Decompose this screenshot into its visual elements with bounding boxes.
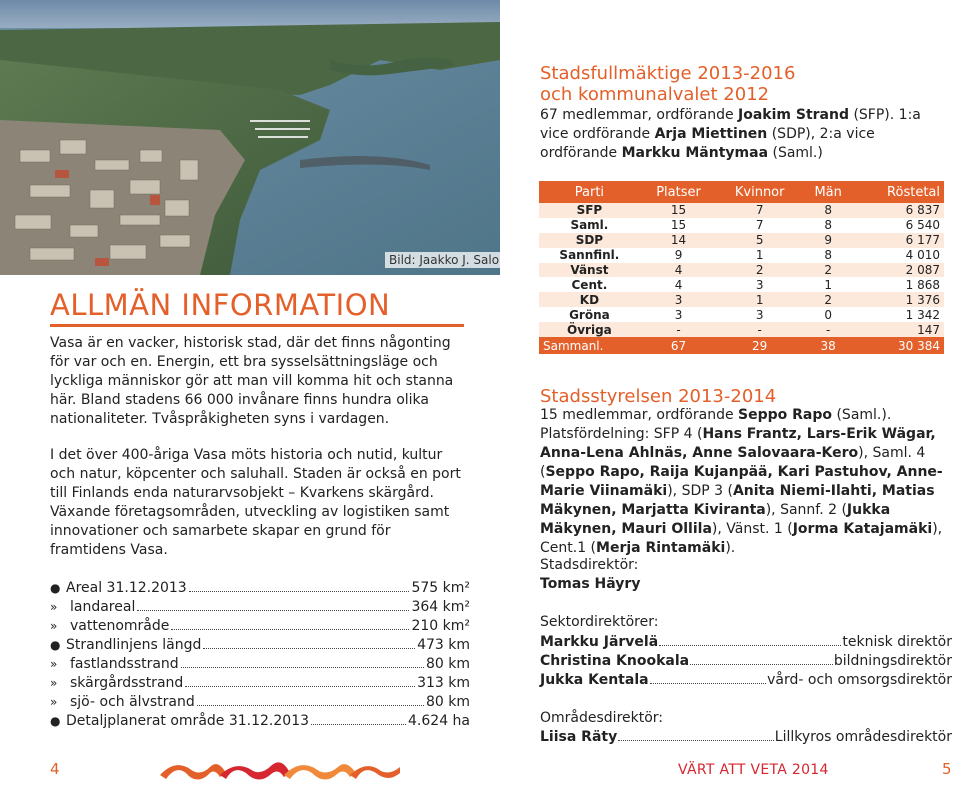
city-director-name: Tomas Häyry xyxy=(540,576,641,592)
party-cell: Sannfinl. xyxy=(539,248,640,263)
table-row xyxy=(539,292,944,307)
votes-cell: 2 087 xyxy=(854,263,944,278)
fact-label: Areal 31.12.2013 xyxy=(66,580,187,596)
bullet-icon: ● xyxy=(50,714,61,728)
fact-label: fastlandsstrand xyxy=(70,656,179,672)
director-row xyxy=(540,633,952,652)
women-cell: 29 xyxy=(717,337,802,354)
text-fragment: ), Saml. 4 ( xyxy=(540,445,926,480)
column-header: Parti xyxy=(539,181,640,203)
votes-cell: 4 010 xyxy=(854,248,944,263)
seats-cell: 15 xyxy=(640,218,717,233)
men-cell: - xyxy=(802,322,854,337)
leader-dots xyxy=(203,648,415,649)
chevron-right-icon: » xyxy=(50,657,58,671)
fact-item xyxy=(50,579,470,598)
fact-item xyxy=(50,655,470,674)
men-cell: 38 xyxy=(802,337,854,354)
women-cell: 7 xyxy=(717,203,802,218)
bullet-icon: ● xyxy=(50,581,61,595)
wave-logo-icon xyxy=(160,755,400,787)
leader-dots xyxy=(197,705,424,706)
director-role: vård- och omsorgsdirektör xyxy=(767,672,952,688)
leader-dots xyxy=(690,664,833,665)
women-cell: 3 xyxy=(717,277,802,292)
director-role: bildningsdirektör xyxy=(833,653,952,669)
leader-dots xyxy=(185,686,415,687)
seats-cell: 15 xyxy=(640,203,717,218)
sector-directors-label: Sektordirektörer: xyxy=(540,614,659,630)
fact-value: 473 km xyxy=(417,637,470,653)
men-cell: 8 xyxy=(802,218,854,233)
council-title-line2: och kommunalvalet 2012 xyxy=(540,84,770,105)
fact-label: Detaljplanerat område 31.12.2013 xyxy=(66,713,310,729)
vice-chair-1-name: Arja Miettinen xyxy=(654,126,768,142)
seats-cell: 3 xyxy=(640,292,717,307)
column-header: Män xyxy=(802,181,854,203)
table-row xyxy=(539,263,944,278)
votes-cell: 6 540 xyxy=(854,218,944,233)
member-names: Merja Rintamäki xyxy=(596,540,726,556)
votes-cell: 6 837 xyxy=(854,203,944,218)
party-cell: Cent. xyxy=(539,277,640,292)
area-director-label: Områdesdirektör: xyxy=(540,710,664,726)
fact-label: landareal xyxy=(70,599,136,615)
leader-dots xyxy=(659,645,841,646)
leader-dots xyxy=(650,683,767,684)
column-header: Röstetal xyxy=(854,181,944,203)
section-heading: ALLMÄN INFORMATION xyxy=(50,288,391,322)
leader-dots xyxy=(311,724,406,725)
party-cell: SDP xyxy=(539,233,640,248)
men-cell: 2 xyxy=(802,292,854,307)
party-cell: Övriga xyxy=(539,322,640,337)
fact-label: Strandlinjens längd xyxy=(66,637,202,653)
director-name: Christina Knookala xyxy=(540,653,690,669)
chevron-right-icon: » xyxy=(50,619,58,633)
women-cell: 1 xyxy=(717,292,802,307)
seats-cell: 3 xyxy=(640,307,717,322)
fact-value: 4.624 ha xyxy=(408,713,470,729)
text-fragment: ), Cent.1 ( xyxy=(540,521,943,556)
director-row xyxy=(540,671,952,690)
table-row xyxy=(539,248,944,263)
fact-value: 210 km² xyxy=(411,618,470,634)
party-cell: Vänst xyxy=(539,263,640,278)
council-title xyxy=(540,63,940,105)
column-header: Platser xyxy=(640,181,717,203)
text-fragment: ). xyxy=(725,540,736,556)
party-cell: KD xyxy=(539,292,640,307)
party-cell: SFP xyxy=(539,203,640,218)
member-names: Seppo Rapo xyxy=(738,407,833,423)
text-fragment: 67 medlemmar, ordförande xyxy=(540,107,739,123)
text-fragment: 15 medlemmar, ordförande xyxy=(540,407,739,423)
director-role: teknisk direktör xyxy=(842,634,952,650)
leader-dots xyxy=(181,667,424,668)
director-name: Markku Järvelä xyxy=(540,634,659,650)
seats-cell: 4 xyxy=(640,263,717,278)
text-fragment: ), Sannf. 2 ( xyxy=(765,502,847,518)
votes-cell: 1 868 xyxy=(854,277,944,292)
women-cell: 5 xyxy=(717,233,802,248)
votes-cell: 1 342 xyxy=(854,307,944,322)
facts-list xyxy=(50,579,470,731)
chevron-right-icon: » xyxy=(50,695,58,709)
city-director-label: Stadsdirektör: xyxy=(540,557,639,573)
board-title: Stadsstyrelsen 2013-2014 xyxy=(540,386,777,407)
director-row xyxy=(540,652,952,671)
leader-dots xyxy=(618,740,774,741)
heading-rule xyxy=(50,324,464,327)
men-cell: 0 xyxy=(802,307,854,322)
page-number-right: 5 xyxy=(942,760,952,778)
chair-name: Joakim Strand xyxy=(738,107,849,123)
men-cell: 2 xyxy=(802,263,854,278)
director-row xyxy=(540,728,952,747)
text-fragment: ), Vänst. 1 ( xyxy=(711,521,793,537)
member-names: Jukka Mäkynen, Mauri Ollila xyxy=(540,502,891,537)
text-fragment: (Saml.). Platsfördelning: SFP 4 ( xyxy=(540,407,892,442)
intro-paragraph: Vasa är en vacker, historisk stad, där det finns någonting för var och en. Energin, ett bra sysselsättningsläge och lyckliga människor gör att man vill komma hit och stanna här. Bland stadens 66 000 invånare finns hundra olika nationaliteter. Tvåspråkigheten syns i vardagen. xyxy=(50,335,454,427)
photo-credit: Bild: Jaakko J. Salo xyxy=(385,252,503,268)
fact-value: 80 km xyxy=(425,694,470,710)
men-cell: 1 xyxy=(802,277,854,292)
table-row xyxy=(539,218,944,233)
fact-item xyxy=(50,617,470,636)
seats-cell: 14 xyxy=(640,233,717,248)
party-cell: Sammanl. xyxy=(539,337,640,354)
fact-item xyxy=(50,598,470,617)
member-names: Seppo Rapo, Raija Kujanpää, Kari Pastuhov, Anne-Marie Viinamäki xyxy=(540,464,943,499)
member-names: Anita Niemi-Ilahti, Matias Mäkynen, Marjatta Kiviranta xyxy=(540,483,935,518)
aerial-photo xyxy=(0,0,500,275)
chevron-right-icon: » xyxy=(50,600,58,614)
text-fragment: (SDP), 2:a vice ordförande xyxy=(540,126,875,161)
table-header-row xyxy=(539,181,944,203)
votes-cell: 6 177 xyxy=(854,233,944,248)
party-cell: Saml. xyxy=(539,218,640,233)
member-names: Hans Frantz, Lars-Erik Wägar, Anna-Lena Ahlnäs, Anne Salovaara-Kero xyxy=(540,426,936,461)
fact-item xyxy=(50,674,470,693)
text-fragment: (SFP). 1:a vice ordförande xyxy=(540,107,921,142)
fact-label: skärgårdsstrand xyxy=(70,675,184,691)
party-cell: Gröna xyxy=(539,307,640,322)
table-row xyxy=(539,233,944,248)
fact-label: vattenområde xyxy=(70,618,170,634)
leader-dots xyxy=(171,629,409,630)
fact-value: 364 km² xyxy=(411,599,470,615)
votes-cell: 1 376 xyxy=(854,292,944,307)
party-table xyxy=(539,181,944,354)
board-text xyxy=(540,406,945,558)
men-cell: 8 xyxy=(802,248,854,263)
page-number-left: 4 xyxy=(50,760,60,778)
table-row xyxy=(539,322,944,337)
leader-dots xyxy=(189,591,410,592)
women-cell: 7 xyxy=(717,218,802,233)
council-title-line1: Stadsfullmäktige 2013-2016 xyxy=(540,63,796,84)
men-cell: 8 xyxy=(802,203,854,218)
fact-value: 313 km xyxy=(417,675,470,691)
table-row xyxy=(539,307,944,322)
member-names: Jorma Katajamäki xyxy=(792,521,933,537)
chevron-right-icon: » xyxy=(50,676,58,690)
fact-value: 80 km xyxy=(425,656,470,672)
text-fragment: ), SDP 3 ( xyxy=(667,483,733,499)
leader-dots xyxy=(137,610,409,611)
women-cell: 2 xyxy=(717,263,802,278)
director-name: Jukka Kentala xyxy=(540,672,649,688)
text-fragment: (Saml.) xyxy=(768,145,823,161)
history-paragraph: I det över 400-åriga Vasa möts historia och nutid, kultur och natur, köpcenter och saluhall. Staden är också en port till Finlands enda naturarvsobjekt – Kvarkens skärgård. Växande företagsområden, utveckling av logistiken samt innovationer och samarbete skapar en grund för framtidens Vasa. xyxy=(50,447,461,558)
seats-cell: 9 xyxy=(640,248,717,263)
votes-cell: 30 384 xyxy=(854,337,944,354)
table-row xyxy=(539,277,944,292)
fact-item xyxy=(50,636,470,655)
seats-cell: 67 xyxy=(640,337,717,354)
women-cell: 3 xyxy=(717,307,802,322)
table-row xyxy=(539,203,944,218)
footer-title: VÄRT ATT VETA 2014 xyxy=(678,762,829,778)
bullet-icon: ● xyxy=(50,638,61,652)
director-role: Lillkyros områdesdirektör xyxy=(774,729,952,745)
women-cell: 1 xyxy=(717,248,802,263)
seats-cell: - xyxy=(640,322,717,337)
table-total-row xyxy=(539,337,944,354)
women-cell: - xyxy=(717,322,802,337)
vice-chair-2-name: Markku Mäntymaa xyxy=(621,145,769,161)
column-header: Kvinnor xyxy=(717,181,802,203)
men-cell: 9 xyxy=(802,233,854,248)
director-name: Liisa Räty xyxy=(540,729,618,745)
fact-item xyxy=(50,712,470,731)
council-text xyxy=(540,106,940,163)
fact-label: sjö- och älvstrand xyxy=(70,694,195,710)
votes-cell: 147 xyxy=(854,322,944,337)
fact-item xyxy=(50,693,470,712)
seats-cell: 4 xyxy=(640,277,717,292)
fact-value: 575 km² xyxy=(411,580,470,596)
